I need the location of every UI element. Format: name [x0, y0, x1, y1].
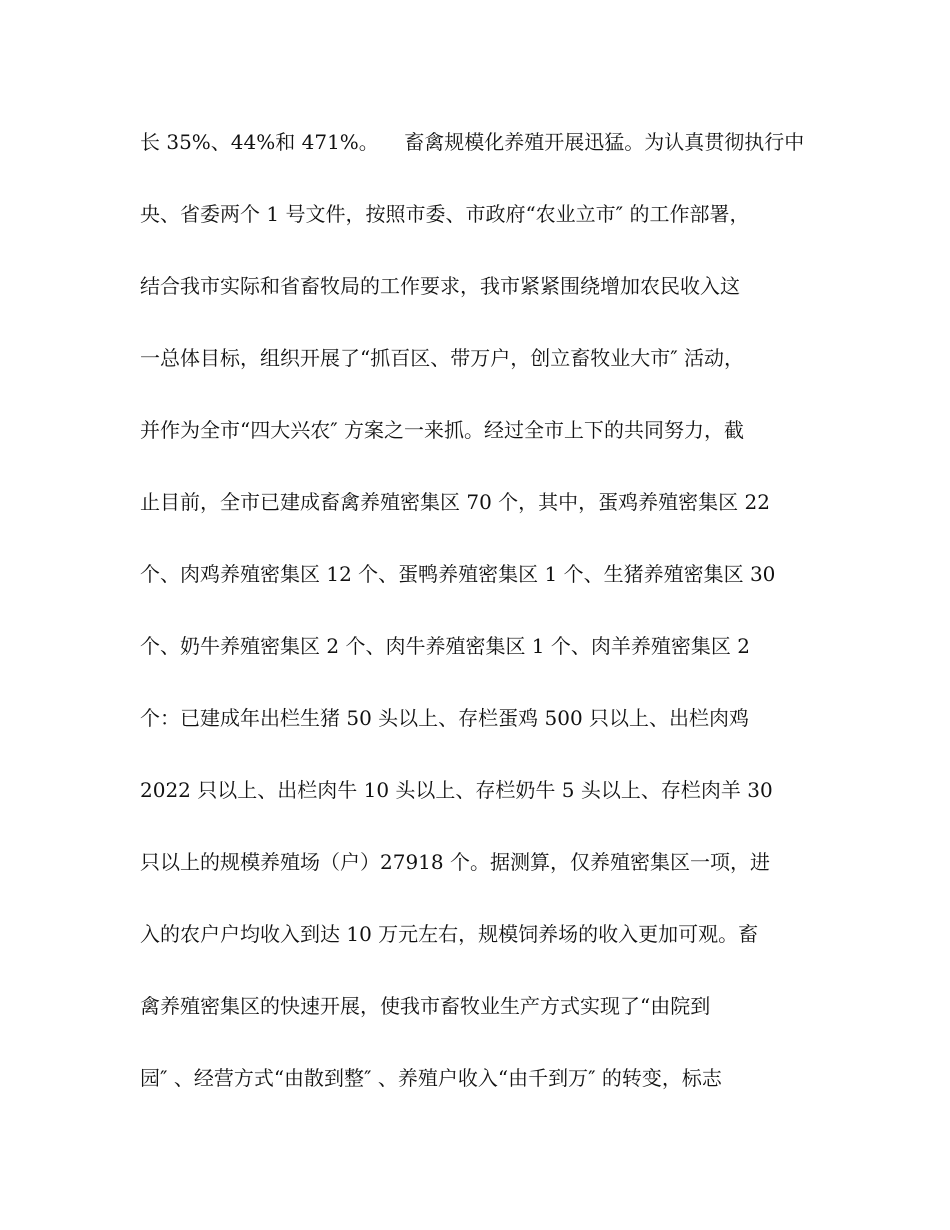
- paragraph-line: 央、省委两个 1 号文件，按照市委、市政府“农业立市″ 的工作部署，: [140, 202, 750, 226]
- paragraph-line: 个、肉鸡养殖密集区 12 个、蛋鸭养殖密集区 1 个、生猪养殖密集区 30: [140, 562, 776, 586]
- paragraph-line: 长 35%、44%和 471%。 畜禽规模化养殖开展迅猛。为认真贯彻执行中: [140, 130, 805, 154]
- paragraph-line: 止目前，全市已建成畜禽养殖密集区 70 个，其中，蛋鸡养殖密集区 22: [140, 490, 770, 514]
- paragraph-line: 只以上的规模养殖场（户）27918 个。据测算，仅养殖密集区一项，进: [140, 850, 770, 874]
- paragraph-line: 入的农户户均收入到达 10 万元左右，规模饲养场的收入更加可观。畜: [140, 922, 759, 946]
- paragraph-line: 园″ 、经营方式“由散到整″ 、养殖户收入“由千到万″ 的转变，标志: [140, 1066, 722, 1090]
- paragraph-line: 个：已建成年出栏生猪 50 头以上、存栏蛋鸡 500 只以上、出栏肉鸡: [140, 706, 750, 730]
- paragraph-line: 一总体目标，组织开展了“抓百区、带万户，创立畜牧业大市″ 活动，: [140, 346, 745, 370]
- paragraph-line: 2022 只以上、出栏肉牛 10 头以上、存栏奶牛 5 头以上、存栏肉羊 30: [140, 778, 773, 802]
- paragraph-line: 并作为全市“四大兴农″ 方案之一来抓。经过全市上下的共同努力，截: [140, 418, 745, 442]
- paragraph-line: 个、奶牛养殖密集区 2 个、肉牛养殖密集区 1 个、肉羊养殖密集区 2: [140, 634, 750, 658]
- paragraph-line: 结合我市实际和省畜牧局的工作要求，我市紧紧围绕增加农民收入这: [140, 274, 740, 298]
- paragraph-line: 禽养殖密集区的快速开展，使我市畜牧业生产方式实现了“由院到: [140, 994, 711, 1018]
